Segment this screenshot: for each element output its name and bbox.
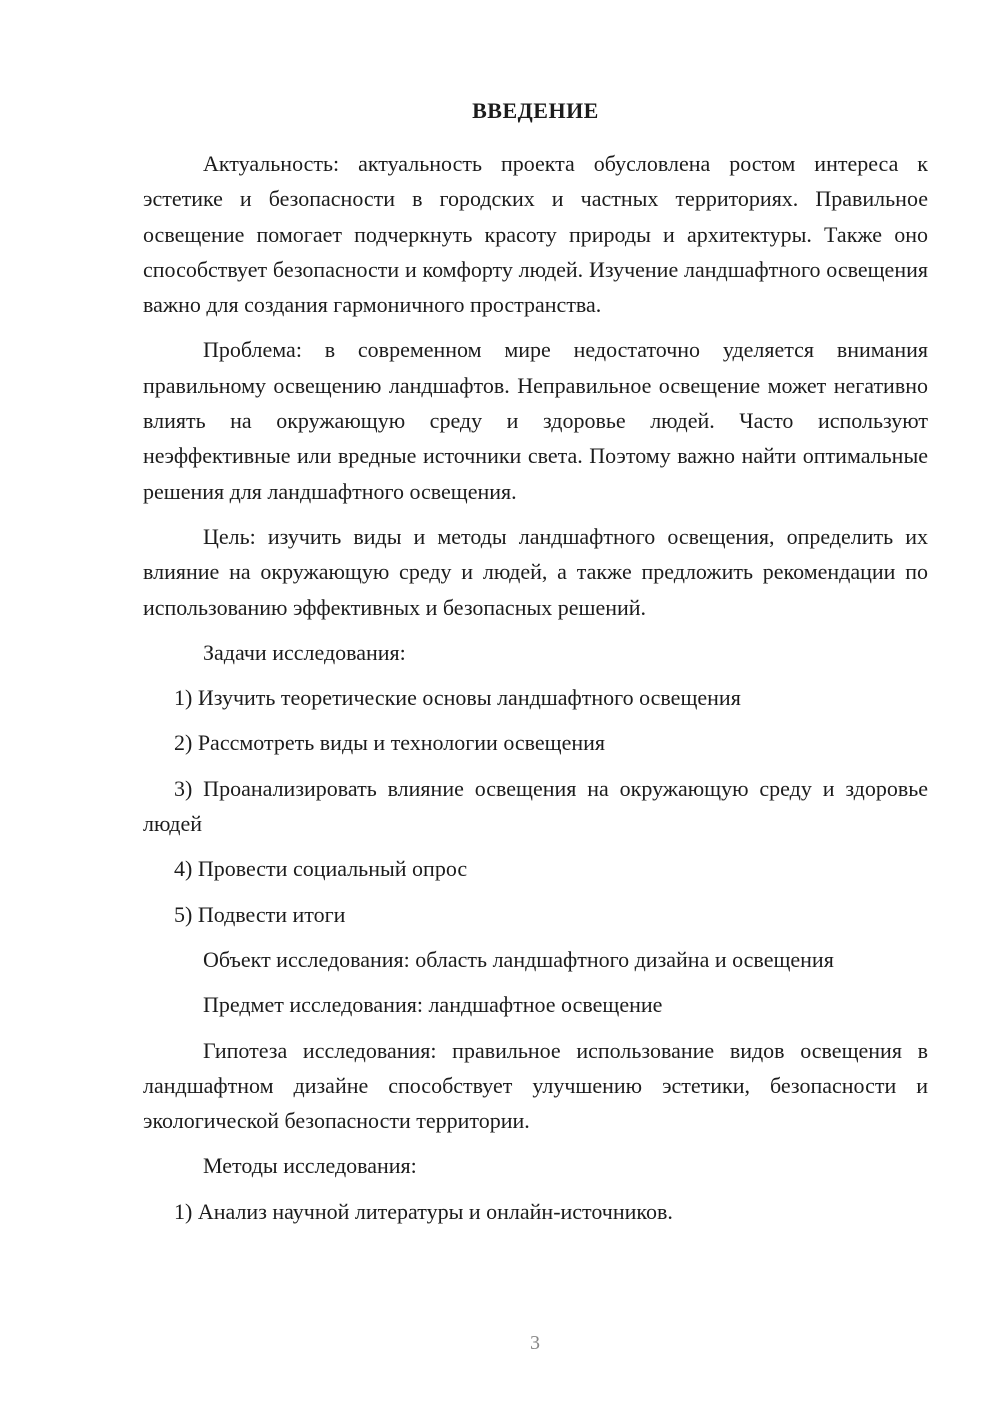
object-paragraph: Объект исследования: область ландшафтного дизайна и освещения — [203, 946, 834, 972]
section-title: ВВЕДЕНИЕ — [472, 98, 599, 123]
methods-heading: Методы исследования: — [203, 1153, 417, 1179]
problem-paragraph: Проблема: в современном мире недостаточно уделяется внимания правильному освещению ландшафтов. Неправильное освещение может негативно влиять на окружающую среду и здоровье людей. Часто используют неэффективные или вредные источники света. Поэтому важно найти оптимальные решения для ландшафтного освещения. — [143, 337, 928, 504]
hypothesis-paragraph: Гипотеза исследования: правильное использование видов освещения в ландшафтном дизайне способствует улучшению эстетики, безопасности и экологической безопасности территории. — [143, 1037, 928, 1134]
page-number: 3 — [530, 1332, 540, 1354]
task-item: 5) Подвести итоги — [174, 901, 346, 927]
document-page — [143, 96, 928, 1239]
method-item: 1) Анализ научной литературы и онлайн-источников. — [174, 1198, 673, 1224]
task-item: 3) Проанализировать влияние освещения на окружающую среду и здоровье людей — [143, 775, 928, 837]
task-item: 2) Рассмотреть виды и технологии освещения — [174, 730, 606, 756]
tasks-heading: Задачи исследования: — [203, 639, 406, 665]
subject-paragraph: Предмет исследования: ландшафтное освещение — [203, 992, 663, 1018]
relevance-paragraph: Актуальность: актуальность проекта обусловлена ростом интереса к эстетике и безопасности в городских и частных территориях. Правильное освещение помогает подчеркнуть красоту природы и архитектуры. Также оно способствует безопасности и комфорту людей. Изучение ландшафтного освещения важно для создания гармоничного пространства. — [143, 151, 928, 318]
task-item: 4) Провести социальный опрос — [174, 856, 468, 882]
goal-paragraph: Цель: изучить виды и методы ландшафтного освещения, определить их влияние на окружающую среду и людей, а также предложить рекомендации по использованию эффективных и безопасных решений. — [143, 523, 928, 620]
task-item: 1) Изучить теоретические основы ландшафтного освещения — [174, 685, 741, 711]
